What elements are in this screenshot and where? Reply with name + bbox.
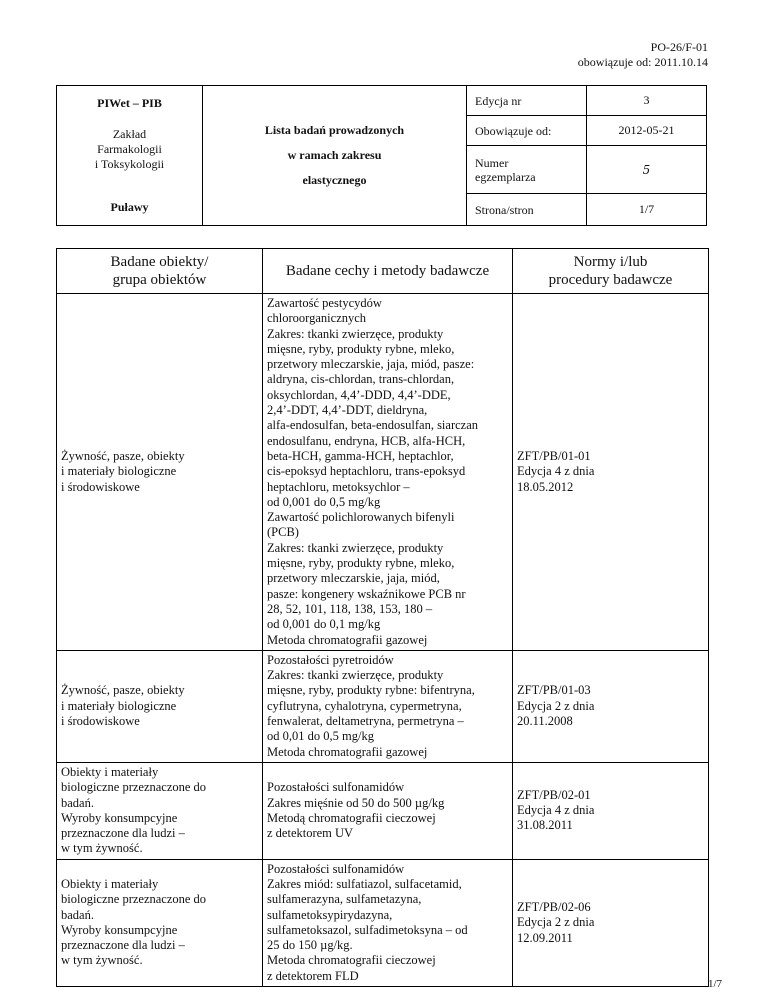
- document-valid-from: obowiązuje od: 2011.10.14: [577, 55, 708, 69]
- edition-value: 3: [587, 86, 707, 116]
- norms-cell: ZFT/PB/01-01 Edycja 4 z dnia 18.05.2012: [513, 294, 709, 651]
- department-name: Zakład Farmakologii i Toksykologii: [94, 127, 165, 171]
- column-header-objects: Badane obiekty/ grupa obiektów: [57, 249, 263, 294]
- table-row: [57, 762, 709, 859]
- header-table: [56, 85, 707, 226]
- organization-name: PIWet – PIB: [97, 96, 162, 110]
- page-number-footer: 1/7: [707, 978, 722, 990]
- norms-cell: ZFT/PB/01-03 Edycja 2 z dnia 20.11.2008: [513, 650, 709, 762]
- objects-cell: Żywność, pasze, obiekty i materiały biologiczne i środowiskowe: [57, 294, 263, 651]
- page-count-label: Strona/stron: [467, 194, 587, 226]
- edition-label: Edycja nr: [467, 86, 587, 116]
- document-title: Lista badań prowadzonych w ramach zakresu elastycznego: [203, 86, 467, 226]
- table-row: [57, 859, 709, 986]
- valid-from-value: 2012-05-21: [587, 116, 707, 146]
- methods-cell: Zawartość pestycydów chloroorganicznych Zakres: tkanki zwierzęce, produkty mięsne, ryby, produkty rybne, mleko, przetwory mleczarskie, jaja, miód, pasze: aldryna, cis-chlordan, trans-chlordan, oksychlordan, 4,4’-DDD, 4,4’-DDE, 2,4’-DDT, 4,4’-DDT, dieldryna, alfa-endosulfan, beta-endosulfan, siarczan endosulfanu, endryna, HCB, alfa-HCH, beta-HCH, gamma-HCH, heptachlor, cis-epoksyd heptachloru, trans-epoksyd heptachloru, metoksychlor – od 0,001 do 0,5 mg/kg Zawartość polichlorowanych bifenyli (PCB) Zakres: tkanki zwierzęce, produkty mięsne, ryby, produkty rybne, mleko, przetwory mleczarskie, jaja, miód, pasze: kongenery wskaźnikowe PCB nr 28, 52, 101, 118, 138, 153, 180 – od 0,001 do 0,1 mg/kg Metoda chromatografii gazowej: [263, 294, 513, 651]
- norms-cell: ZFT/PB/02-01 Edycja 4 z dnia 31.08.2011: [513, 762, 709, 859]
- document-code: PO-26/F-01: [650, 40, 708, 54]
- tests-table: [56, 248, 709, 987]
- page-count-value: 1/7: [587, 194, 707, 226]
- organization-cell: [57, 86, 203, 226]
- objects-cell: Obiekty i materiały biologiczne przeznaczone do badań. Wyroby konsumpcyjne przeznaczone dla ludzi – w tym żywność.: [57, 859, 263, 986]
- copy-number-label: Numer egzemplarza: [467, 146, 587, 194]
- methods-cell: Pozostałości sulfonamidów Zakres mięśnie od 50 do 500 µg/kg Metodą chromatografii cieczowej z detektorem UV: [263, 762, 513, 859]
- table-row: [57, 650, 709, 762]
- copy-number-value: 5: [587, 146, 707, 194]
- objects-cell: Obiekty i materiały biologiczne przeznaczone do badań. Wyroby konsumpcyjne przeznaczone dla ludzi – w tym żywność.: [57, 762, 263, 859]
- norms-cell: ZFT/PB/02-06 Edycja 2 z dnia 12.09.2011: [513, 859, 709, 986]
- methods-cell: Pozostałości pyretroidów Zakres: tkanki zwierzęce, produkty mięsne, ryby, produkty rybne: bifentryna, cyflutryna, cyhalotryna, cypermetryna, fenwalerat, deltametryna, permetryna – od 0,01 do 0,5 mg/kg Metoda chromatografii gazowej: [263, 650, 513, 762]
- methods-cell: Pozostałości sulfonamidów Zakres miód: sulfatiazol, sulfacetamid, sulfamerazyna, sulfametazyna, sulfametoksypirydazyna, sulfametoksazol, sulfadimetoksyna – od 25 do 150 µg/kg. Metoda chromatografii cieczowej z detektorem FLD: [263, 859, 513, 986]
- organization-city: Puławy: [110, 200, 149, 214]
- valid-from-label: Obowiązuje od:: [467, 116, 587, 146]
- table-row: [57, 294, 709, 651]
- column-header-methods: Badane cechy i metody badawcze: [263, 249, 513, 294]
- document-reference: [578, 40, 708, 70]
- objects-cell: Żywność, pasze, obiekty i materiały biologiczne i środowiskowe: [57, 650, 263, 762]
- column-header-norms: Normy i/lub procedury badawcze: [513, 249, 709, 294]
